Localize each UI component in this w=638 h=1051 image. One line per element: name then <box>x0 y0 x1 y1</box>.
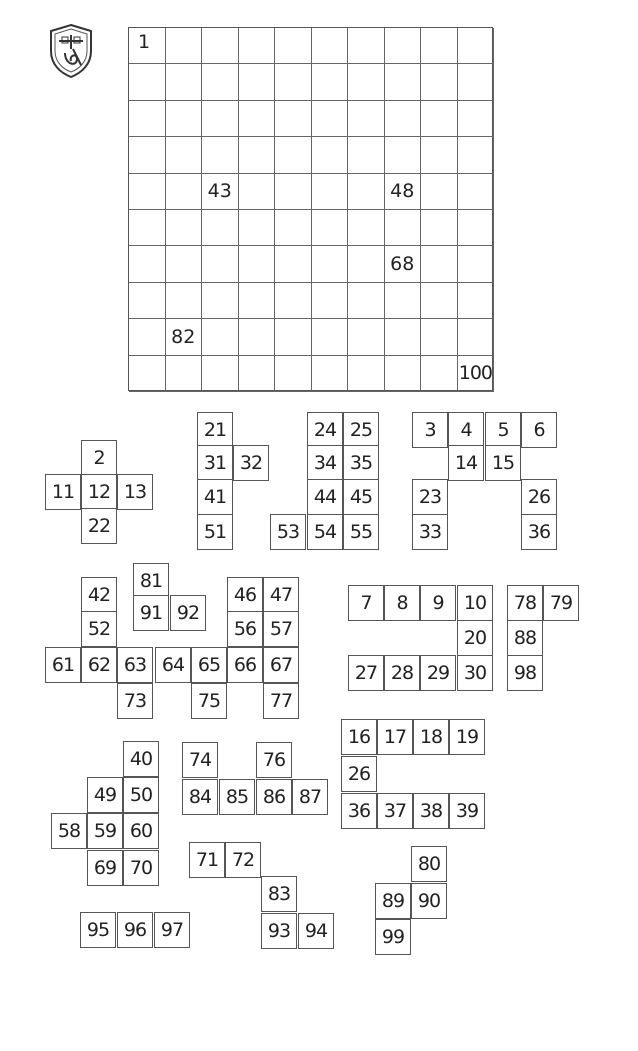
piece-cell[interactable]: 50 <box>123 777 159 813</box>
piece-cell[interactable]: 34 <box>307 445 343 481</box>
grid-cell[interactable] <box>166 64 203 100</box>
grid-cell[interactable] <box>348 101 385 137</box>
piece-cell[interactable]: 20 <box>457 620 493 656</box>
grid-cell[interactable] <box>312 64 349 100</box>
grid-cell[interactable] <box>458 101 495 137</box>
piece-cell[interactable]: 95 <box>80 912 116 948</box>
piece-cell[interactable]: 22 <box>81 508 117 544</box>
grid-cell[interactable] <box>312 28 349 64</box>
grid-cell[interactable] <box>275 319 312 355</box>
given-number: 100 <box>458 362 492 385</box>
grid-cell[interactable] <box>385 174 422 210</box>
grid-cell[interactable] <box>129 356 166 392</box>
piece-cell[interactable]: 97 <box>154 912 190 948</box>
grid-cell[interactable] <box>312 101 349 137</box>
grid-cell[interactable] <box>166 319 203 355</box>
grid-cell[interactable] <box>421 28 458 64</box>
piece-cell[interactable]: 49 <box>87 777 123 813</box>
grid-cell[interactable] <box>275 356 312 392</box>
grid-cell[interactable] <box>166 137 203 173</box>
piece-cell[interactable]: 14 <box>448 445 484 481</box>
piece-cell[interactable]: 71 <box>189 842 225 878</box>
piece-cell[interactable]: 12 <box>81 474 117 510</box>
piece-cell[interactable]: 84 <box>182 779 218 815</box>
piece-cell[interactable]: 26 <box>521 479 557 515</box>
piece-cell[interactable]: 86 <box>256 779 292 815</box>
grid-cell[interactable] <box>348 356 385 392</box>
grid-cell[interactable] <box>166 210 203 246</box>
grid-cell[interactable] <box>421 64 458 100</box>
piece-cell[interactable]: 99 <box>375 919 411 955</box>
piece-cell[interactable]: 80 <box>411 846 447 882</box>
grid-cell[interactable] <box>385 101 422 137</box>
grid-cell[interactable] <box>458 283 495 319</box>
grid-cell[interactable] <box>202 174 239 210</box>
piece-cell[interactable]: 73 <box>117 683 153 719</box>
piece-cell[interactable]: 60 <box>123 813 159 849</box>
piece-cell[interactable]: 19 <box>449 719 485 755</box>
grid-cell[interactable] <box>348 64 385 100</box>
piece-cell[interactable]: 8 <box>384 585 420 621</box>
piece-cell[interactable]: 63 <box>117 647 153 683</box>
piece-cell[interactable]: 18 <box>413 719 449 755</box>
piece-cell[interactable]: 94 <box>298 913 334 949</box>
piece-cell[interactable]: 7 <box>348 585 384 621</box>
grid-cell[interactable] <box>202 356 239 392</box>
grid-cell[interactable] <box>348 283 385 319</box>
piece-cell[interactable]: 56 <box>227 611 263 647</box>
piece-cell[interactable]: 31 <box>197 445 233 481</box>
piece-cell[interactable]: 35 <box>343 445 379 481</box>
piece-cell[interactable]: 37 <box>377 793 413 829</box>
grid-cell[interactable] <box>385 64 422 100</box>
grid-cell[interactable] <box>239 319 276 355</box>
grid-cell[interactable] <box>421 210 458 246</box>
grid-cell[interactable] <box>312 246 349 282</box>
grid-cell[interactable] <box>129 101 166 137</box>
piece-cell[interactable]: 70 <box>123 850 159 886</box>
grid-cell[interactable] <box>202 101 239 137</box>
grid-cell[interactable] <box>385 319 422 355</box>
grid-cell[interactable] <box>239 246 276 282</box>
grid-cell[interactable] <box>275 210 312 246</box>
grid-cell[interactable] <box>239 64 276 100</box>
piece-cell[interactable]: 36 <box>341 793 377 829</box>
grid-cell[interactable] <box>458 174 495 210</box>
grid-cell[interactable] <box>275 174 312 210</box>
piece-cell[interactable]: 10 <box>457 585 493 621</box>
piece-cell[interactable]: 29 <box>420 655 456 691</box>
piece-cell[interactable]: 36 <box>521 514 557 550</box>
grid-cell[interactable] <box>421 101 458 137</box>
grid-cell[interactable] <box>385 137 422 173</box>
grid-cell[interactable] <box>275 64 312 100</box>
piece-cell[interactable]: 53 <box>270 514 306 550</box>
piece-cell[interactable]: 27 <box>348 655 384 691</box>
grid-cell[interactable] <box>312 137 349 173</box>
hundred-grid <box>128 27 493 391</box>
grid-cell[interactable] <box>129 174 166 210</box>
piece-cell[interactable]: 3 <box>412 412 448 448</box>
grid-cell[interactable] <box>239 356 276 392</box>
grid-cell[interactable] <box>348 246 385 282</box>
piece-cell[interactable]: 93 <box>261 913 297 949</box>
grid-cell[interactable] <box>166 101 203 137</box>
grid-cell[interactable] <box>385 356 422 392</box>
grid-cell[interactable] <box>385 283 422 319</box>
piece-cell[interactable]: 91 <box>133 595 169 631</box>
piece-cell[interactable]: 5 <box>485 412 521 448</box>
grid-cell[interactable] <box>129 28 166 64</box>
grid-cell[interactable] <box>166 28 203 64</box>
piece-cell[interactable]: 83 <box>261 876 297 912</box>
grid-cell[interactable] <box>458 210 495 246</box>
grid-cell[interactable] <box>129 319 166 355</box>
grid-cell[interactable] <box>239 283 276 319</box>
grid-cell[interactable] <box>166 246 203 282</box>
grid-cell[interactable] <box>348 137 385 173</box>
piece-cell[interactable]: 66 <box>227 647 263 683</box>
piece-cell[interactable]: 55 <box>343 514 379 550</box>
piece-cell[interactable]: 76 <box>256 742 292 778</box>
given-number: 82 <box>171 325 196 348</box>
piece-cell[interactable]: 24 <box>307 412 343 448</box>
grid-cell[interactable] <box>202 246 239 282</box>
piece-cell[interactable]: 33 <box>412 514 448 550</box>
piece-cell[interactable]: 32 <box>233 445 269 481</box>
piece-cell[interactable]: 17 <box>377 719 413 755</box>
piece-cell[interactable]: 26 <box>341 756 377 792</box>
grid-cell[interactable] <box>458 137 495 173</box>
piece-cell[interactable]: 28 <box>384 655 420 691</box>
grid-cell[interactable] <box>239 174 276 210</box>
piece-cell[interactable]: 6 <box>521 412 557 448</box>
grid-cell[interactable] <box>166 356 203 392</box>
grid-cell[interactable] <box>239 101 276 137</box>
grid-cell[interactable] <box>312 174 349 210</box>
piece-cell[interactable]: 72 <box>225 842 261 878</box>
grid-cell[interactable] <box>312 319 349 355</box>
grid-cell[interactable] <box>312 210 349 246</box>
grid-cell[interactable] <box>202 283 239 319</box>
piece-cell[interactable]: 4 <box>448 412 484 448</box>
piece-cell[interactable]: 11 <box>45 474 81 510</box>
given-number: 48 <box>390 180 415 203</box>
grid-cell[interactable] <box>385 210 422 246</box>
piece-cell[interactable]: 74 <box>182 742 218 778</box>
grid-cell[interactable] <box>348 28 385 64</box>
given-number: 68 <box>390 253 415 276</box>
piece-cell[interactable]: 2 <box>81 440 117 476</box>
grid-cell[interactable] <box>129 210 166 246</box>
piece-cell[interactable]: 42 <box>81 577 117 613</box>
grid-cell[interactable] <box>385 28 422 64</box>
piece-cell[interactable]: 85 <box>219 779 255 815</box>
piece-cell[interactable]: 64 <box>155 647 191 683</box>
piece-cell[interactable]: 54 <box>307 514 343 550</box>
piece-cell[interactable]: 21 <box>197 412 233 448</box>
piece-cell[interactable]: 59 <box>87 813 123 849</box>
grid-cell[interactable] <box>348 174 385 210</box>
piece-cell[interactable]: 30 <box>457 655 493 691</box>
grid-cell[interactable] <box>129 64 166 100</box>
grid-cell[interactable] <box>458 246 495 282</box>
grid-cell[interactable] <box>202 28 239 64</box>
grid-cell[interactable] <box>275 101 312 137</box>
piece-cell[interactable]: 98 <box>507 655 543 691</box>
piece-cell[interactable]: 9 <box>420 585 456 621</box>
piece-cell[interactable]: 77 <box>263 683 299 719</box>
grid-cell[interactable] <box>166 283 203 319</box>
grid-cell[interactable] <box>421 283 458 319</box>
piece-cell[interactable]: 52 <box>81 611 117 647</box>
grid-cell[interactable] <box>239 137 276 173</box>
grid-cell[interactable] <box>239 28 276 64</box>
grid-cell[interactable] <box>458 319 495 355</box>
grid-cell[interactable] <box>312 356 349 392</box>
grid-cell[interactable] <box>458 64 495 100</box>
piece-cell[interactable]: 46 <box>227 577 263 613</box>
piece-cell[interactable]: 88 <box>507 620 543 656</box>
grid-cell[interactable] <box>275 283 312 319</box>
grid-cell[interactable] <box>421 356 458 392</box>
piece-cell[interactable]: 38 <box>413 793 449 829</box>
piece-cell[interactable]: 79 <box>543 585 579 621</box>
piece-cell[interactable]: 81 <box>133 563 169 599</box>
grid-cell[interactable] <box>348 319 385 355</box>
piece-cell[interactable]: 78 <box>507 585 543 621</box>
grid-cell[interactable] <box>275 137 312 173</box>
given-number: 43 <box>207 180 232 203</box>
piece-cell[interactable]: 40 <box>123 741 159 777</box>
grid-cell[interactable] <box>275 246 312 282</box>
piece-cell[interactable]: 23 <box>412 479 448 515</box>
piece-cell[interactable]: 61 <box>45 647 81 683</box>
piece-cell[interactable]: 16 <box>341 719 377 755</box>
piece-cell[interactable]: 45 <box>343 479 379 515</box>
grid-cell[interactable] <box>348 210 385 246</box>
grid-cell[interactable] <box>239 210 276 246</box>
piece-cell[interactable]: 67 <box>263 647 299 683</box>
grid-cell[interactable] <box>458 28 495 64</box>
grid-cell[interactable] <box>458 356 495 392</box>
piece-cell[interactable]: 41 <box>197 479 233 515</box>
piece-cell[interactable]: 44 <box>307 479 343 515</box>
grid-cell[interactable] <box>129 246 166 282</box>
grid-cell[interactable] <box>202 137 239 173</box>
grid-cell[interactable] <box>275 28 312 64</box>
grid-cell[interactable] <box>202 210 239 246</box>
piece-cell[interactable]: 25 <box>343 412 379 448</box>
grid-cell[interactable] <box>421 137 458 173</box>
grid-cell[interactable] <box>166 174 203 210</box>
piece-cell[interactable]: 89 <box>375 883 411 919</box>
piece-cell[interactable]: 96 <box>117 912 153 948</box>
grid-cell[interactable] <box>202 319 239 355</box>
piece-cell[interactable]: 47 <box>263 577 299 613</box>
grid-cell[interactable] <box>202 64 239 100</box>
grid-cell[interactable] <box>421 246 458 282</box>
grid-cell[interactable] <box>129 137 166 173</box>
piece-cell[interactable]: 57 <box>263 611 299 647</box>
grid-cell[interactable] <box>421 174 458 210</box>
grid-cell[interactable] <box>129 283 166 319</box>
shield-crest-icon <box>47 23 95 79</box>
piece-cell[interactable]: 58 <box>51 813 87 849</box>
grid-cell[interactable] <box>421 319 458 355</box>
piece-cell[interactable]: 13 <box>117 474 153 510</box>
grid-cell[interactable] <box>385 246 422 282</box>
piece-cell[interactable]: 92 <box>170 595 206 631</box>
piece-cell[interactable]: 39 <box>449 793 485 829</box>
piece-cell[interactable]: 69 <box>87 850 123 886</box>
grid-cell[interactable] <box>312 283 349 319</box>
piece-cell[interactable]: 62 <box>81 647 117 683</box>
piece-cell[interactable]: 87 <box>292 779 328 815</box>
piece-cell[interactable]: 51 <box>197 514 233 550</box>
piece-cell[interactable]: 15 <box>485 445 521 481</box>
piece-cell[interactable]: 90 <box>411 883 447 919</box>
piece-cell[interactable]: 65 <box>191 647 227 683</box>
given-number: 1 <box>138 31 151 54</box>
piece-cell[interactable]: 75 <box>191 683 227 719</box>
